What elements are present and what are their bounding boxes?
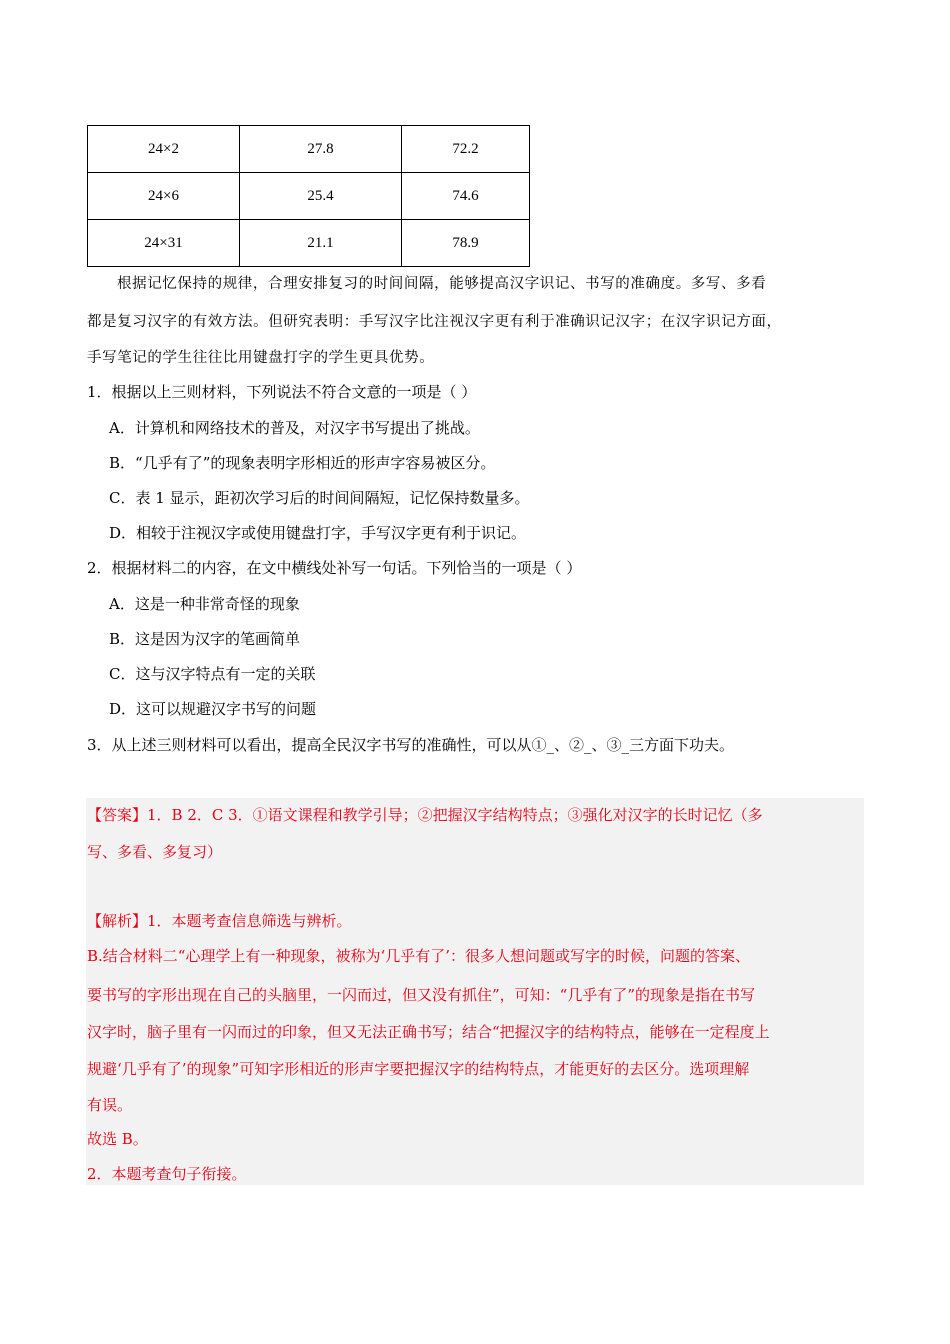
question-1-option-d: D．相较于注视汉字或使用键盘打字，手写汉字更有利于识记。 [109,524,527,542]
paragraph-line: 根据记忆保持的规律，合理安排复习的时间间隔，能够提高汉字识记、书写的准确度。多写、多看 [117,276,767,292]
analysis-line: 【解析】1．本题考查信息筛选与辨析。 [87,912,352,930]
question-1-option-b: B．“几乎有了”的现象表明字形相近的形声字容易被区分。 [109,454,496,472]
question-2-option-b: B．这是因为汉字的笔画简单 [109,630,301,648]
question-1-option-a: A．计算机和网络技术的普及，对汉字书写提出了挑战。 [109,419,480,437]
table-cell: 24×31 [88,220,240,267]
analysis-line: 规避‘几乎有了’的现象”可知字形相近的形声字要把握汉字的结构特点，才能更好的去区分。选项理解 [87,1060,750,1078]
table-cell: 78.9 [402,220,530,267]
question-2-option-c: C．这与汉字特点有一定的关联 [109,665,316,683]
table-row [88,126,530,173]
table-cell: 74.6 [402,173,530,220]
analysis-line: 故选 B。 [87,1130,148,1148]
table-cell: 24×2 [88,126,240,173]
answer-line: 写、多看、多复习） [87,843,223,861]
table-cell: 25.4 [240,173,402,220]
table-row [88,173,530,220]
table-cell: 21.1 [240,220,402,267]
question-1-stem: 1．根据以上三则材料，下列说法不符合文意的一项是（ ） [87,383,477,401]
table-cell: 72.2 [402,126,530,173]
analysis-line: 2．本题考查句子衔接。 [87,1165,247,1183]
analysis-line: B.结合材料二“心理学上有一种现象，被称为‘几乎有了’：很多人想问题或写字的时候，问题的答案、 [87,947,751,965]
question-1-option-c: C．表 1 显示，距初次学习后的时间间隔短，记忆保持数量多。 [109,489,530,507]
paragraph-line: 手写笔记的学生往往比用键盘打字的学生更具优势。 [87,350,435,366]
table-cell: 27.8 [240,126,402,173]
answer-line: 【答案】1．B 2．C 3．①语文课程和教学引导；②把握汉字结构特点；③强化对汉字的长时记忆（多 [87,806,763,824]
question-2-stem: 2．根据材料二的内容，在文中横线处补写一句话。下列恰当的一项是（ ） [87,559,582,577]
analysis-line: 有误。 [87,1096,133,1114]
question-2-option-a: A．这是一种非常奇怪的现象 [109,595,300,613]
question-3-stem: 3．从上述三则材料可以看出，提高全民汉字书写的准确性，可以从①_、②_、③_三方面下功夫。 [87,736,735,754]
paragraph-line: 都是复习汉字的有效方法。但研究表明：手写汉字比注视汉字更有利于准确识记汉字；在汉字识记方面， [87,314,782,330]
memory-retention-table [87,125,530,267]
analysis-line: 要书写的字形出现在自己的头脑里，一闪而过，但又没有抓住”，可知：“几乎有了”的现象是指在书写 [87,986,756,1004]
table-cell: 24×6 [88,173,240,220]
table-row [88,220,530,267]
question-2-option-d: D．这可以规避汉字书写的问题 [109,700,317,718]
analysis-line: 汉字时，脑子里有一闪而过的印象，但又无法正确书写；结合“把握汉字的结构特点，能够在一定程度上 [87,1023,770,1041]
